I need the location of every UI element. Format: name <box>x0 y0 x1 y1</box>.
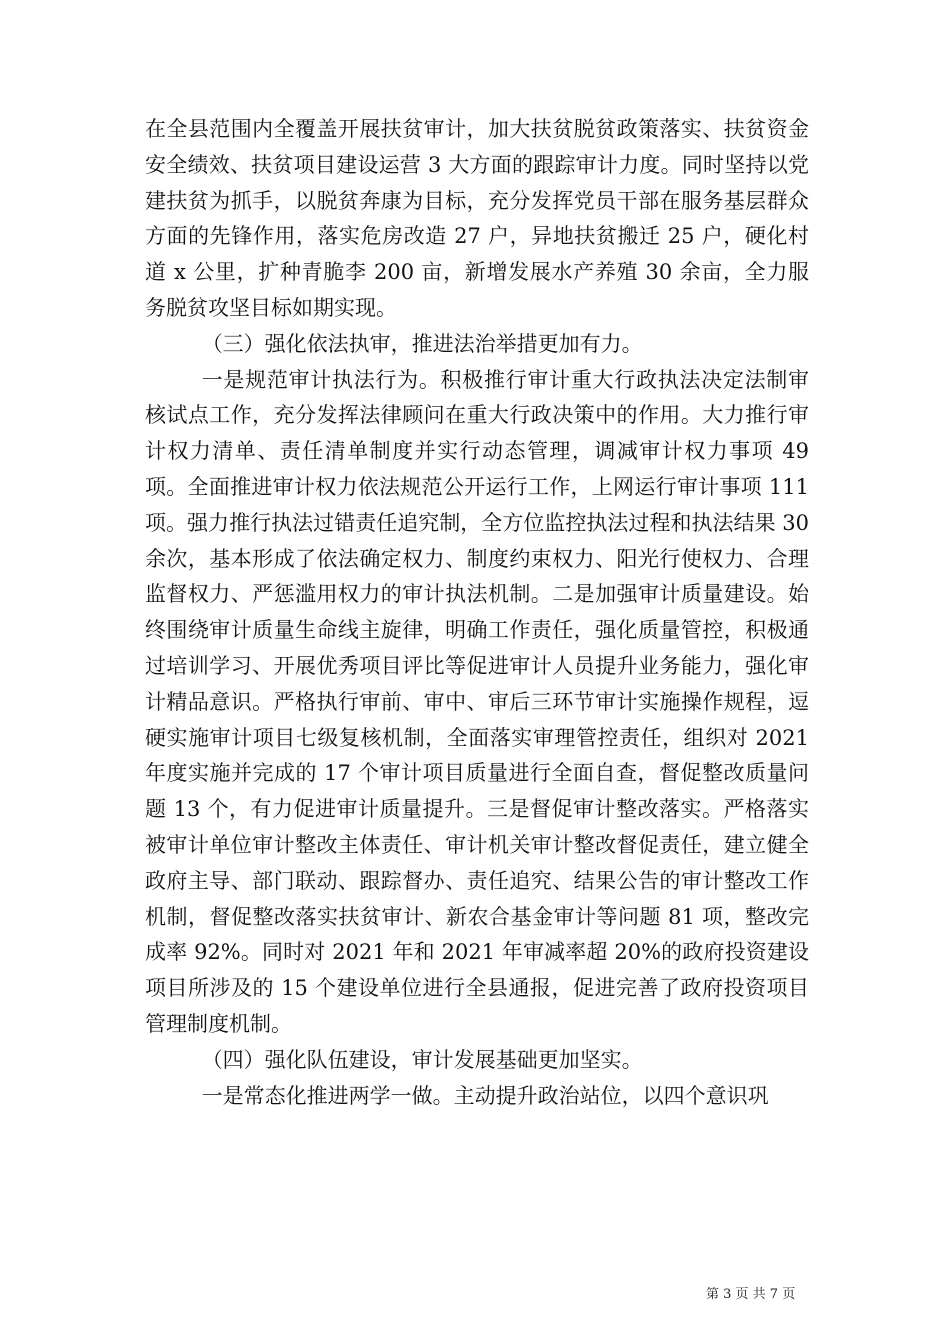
paragraph-law-enforcement: 一是规范审计执法行为。积极推行审计重大行政执法决定法制审核试点工作，充分发挥法律顾问在重大行政决策中的作用。大力推行审计权力清单、责任清单制度并实行动态管理，调减审计权力事项 49 项。全面推进审计权力依法规范公开运行工作，上网运行审计事项 111 项。强力推行执法过错责任追究制，全方位监控执法过程和执法结果 30 余次，基本形成了依法确定权力、制度约束权力、阳光行使权力、合理监督权力、严惩滥用权力的审计执法机制。二是加强审计质量建设。始终围绕审计质量生命线主旋律，明确工作责任，强化质量管控，积极通过培训学习、开展优秀项目评比等促进审计人员提升业务能力，强化审计精品意识。严格执行审前、审中、审后三环节审计实施操作规程，逗硬实施审计项目七级复核机制，全面落实审理管控责任，组织对 2021 年度实施并完成的 17 个审计项目质量进行全面自查，督促整改质量问题 13 个，有力促进审计质量提升。三是督促审计整改落实。严格落实被审计单位审计整改主体责任、审计机关审计整改督促责任，建立健全政府主导、部门联动、跟踪督办、责任追究、结果公告的审计整改工作机制，督促整改落实扶贫审计、新农合基金审计等问题 81 项，整改完成率 92%。同时对 2021 年和 2021 年审减率超 20%的政府投资建设项目所涉及的 15 个建设单位进行全县通报，促进完善了政府投资项目管理制度机制。 <box>145 367 809 1036</box>
paragraph-poverty-audit: 在全县范围内全覆盖开展扶贫审计，加大扶贫脱贫政策落实、扶贫资金安全绩效、扶贫项目建设运营 3 大方面的跟踪审计力度。同时坚持以党建扶贫为抓手，以脱贫奔康为目标，充分发挥党员干部在服务基层群众方面的先锋作用，落实危房改造 27 户，异地扶贫搬迁 25 户，硬化村道 x 公里，扩种青脆李 200 亩，新增发展水产养殖 30 余亩，全力服务脱贫攻坚目标如期实现。 <box>145 117 809 320</box>
section-heading-3: （三）强化依法执审，推进法治举措更加有力。 <box>201 331 643 356</box>
section-heading-4: （四）强化队伍建设，审计发展基础更加坚实。 <box>201 1047 643 1072</box>
document-body <box>145 112 809 1114</box>
paragraph-team-building: 一是常态化推进两学一做。主动提升政治站位，以四个意识巩 <box>201 1083 769 1108</box>
page-number: 第 3 页 共 7 页 <box>706 1287 796 1302</box>
